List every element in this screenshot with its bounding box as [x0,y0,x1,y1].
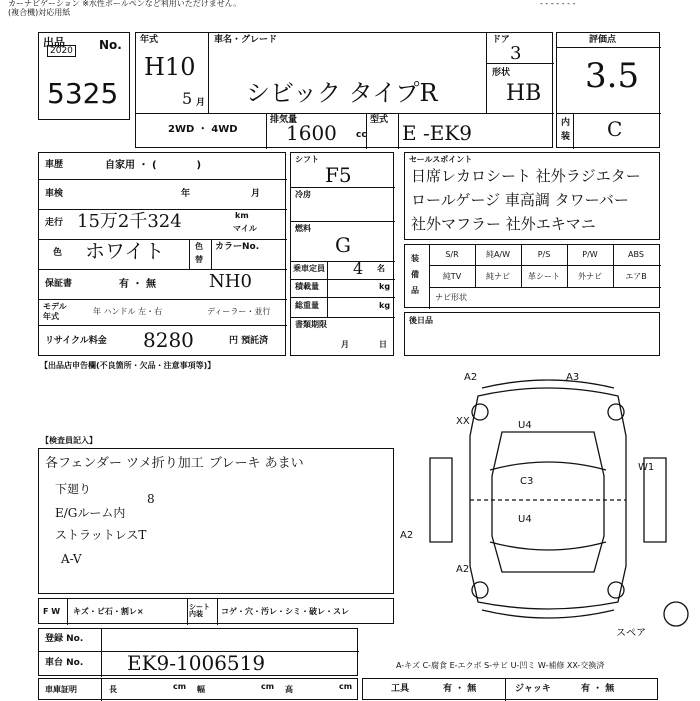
year-label: 年式 [140,35,159,45]
door-label: ドア [492,35,510,45]
damage-mark: A2 [456,564,470,575]
car-front-bumper [482,380,614,388]
equipment-item: P/S [537,250,551,259]
damage-mark: A3 [566,372,580,383]
damage-mark: A2 [464,372,478,383]
damage-mark: U4 [518,420,532,431]
reg-label: 登録 No. [45,634,84,644]
width-unit: cm [261,682,275,691]
tools-box [362,678,658,700]
mileage-unit-mile: マイル [233,224,257,233]
recycle-unit: 円 預託済 [229,336,269,346]
cc-unit: cc [356,130,367,140]
tools-label: 工具 [391,684,410,694]
warranty-label: 保証書 [45,279,73,289]
interior-label-1: 内 [561,118,571,128]
month-unit: 月 [196,98,206,108]
spec-box [290,152,394,356]
vehicle-box [135,32,553,148]
inspector-note-right: ブレーキ あまい [209,456,304,471]
interior-label-2: 装 [561,132,571,142]
equipment-item: 外ナビ [578,272,602,281]
shift-value: F5 [325,163,352,187]
car-name: シビック タイプR [246,79,438,107]
capacity-label: 乗車定員 [293,264,325,273]
color-no-label: カラーNo. [215,242,260,252]
tools-value: 有 ・ 無 [443,684,477,694]
sales-point-line: 日席レカロシート 社外ラジエター [411,167,641,185]
inspector-note: 下廻り [55,482,92,496]
equipment-label-1: 装 [411,254,419,263]
damage-mark: A2 [400,530,414,541]
inspection-label: 車検 [45,189,64,199]
recycle-label: リサイクル料金 [45,336,107,346]
load-unit: kg [379,282,391,291]
color-swap-1: 色 [195,242,203,251]
capacity-value: 4 [353,259,364,278]
equipment-box [404,244,660,308]
capacity-unit: 名 [377,264,385,273]
shape-value: HB [506,81,542,106]
car-roof [492,432,604,572]
inspection-year-unit: 年 [181,189,191,199]
lot-kind: 出品 [43,36,65,49]
post-install-label: 後日品 [409,316,433,325]
weight-label: 総重量 [295,301,319,310]
height-label: 高 [285,685,293,694]
car-windshield [490,462,606,470]
shape-label: 形状 [492,68,511,78]
chassis-value: EK9-1006519 [127,651,266,675]
weight-unit: kg [379,301,391,310]
inspection-month-unit: 月 [251,189,261,199]
damage-mark: U4 [518,514,532,525]
equipment-item: エアB [625,272,647,281]
lot-number: 5325 [47,77,119,110]
damage-mark: W1 [638,462,655,473]
header-note-sub: (複合機)対応用紙 [8,8,71,17]
recycle-value: 8280 [143,328,194,352]
month-value: 5 [182,89,193,108]
car-body-outline [470,388,626,609]
navi-label: ナビ形状 [435,293,467,302]
door-value: 3 [510,43,522,64]
post-install-box [404,312,660,356]
rating-box [556,32,660,148]
equipment-item: 純A/W [485,250,511,259]
color-swap-2: 替 [195,255,203,264]
inspector-box [38,436,394,594]
damage-mark: XX [456,416,470,427]
warranty-value: 有 ・ 無 [119,279,156,290]
history-box [38,152,286,356]
seat-items: コゲ・穴・汚レ・シミ・破レ・スレ [221,607,349,616]
jack-value: 有 ・ 無 [581,684,615,694]
interior-score: C [607,117,623,141]
name-label: 車名・グレード [214,35,278,45]
sales-points-box [404,152,660,240]
chassis-label: 車台 No. [45,658,84,668]
inspector-label: 【検査員記入】 [41,436,97,445]
equipment-item: 革シート [528,272,560,281]
rating-label: 評価点 [589,35,617,45]
height-unit: cm [339,682,353,691]
damage-mark: C3 [520,476,534,487]
rating-score: 3.5 [585,56,640,96]
interior-check-box [38,598,394,624]
equipment-item: ABS [628,250,644,259]
width-label: 幅 [197,685,205,694]
sales-points-label: セールスポイント [409,155,473,164]
fw-items: キズ・ビ石・割レ× [73,607,144,616]
disp-label: 排気量 [270,115,298,125]
equipment-item: S/R [445,250,459,259]
equipment-item: P/W [582,250,598,259]
jack-label: ジャッキ [515,684,551,694]
model-label: 型式 [370,115,389,125]
spare-tire-circle [664,602,688,626]
model-value: E -EK9 [402,121,472,145]
doc-label: 書類期限 [295,320,327,329]
lot-no-label: No. [99,38,122,52]
mileage-value: 15万2千324 [77,211,182,232]
car-rear-bumper [482,610,614,618]
exhibitor-report-label: 【出品店申告欄(不良箇所・欠品・注意事項等)】 [40,361,216,370]
ac-label: 冷房 [295,190,311,199]
inspector-mark: 8 [147,492,155,506]
shift-label: シフト [295,155,319,164]
color-value: ホワイト [85,239,165,263]
equipment-item: 純ナビ [486,272,510,281]
model-year-label-2: 年式 [43,312,59,321]
header-top-right: - - - - - - - [540,0,576,8]
year-value: H10 [144,53,196,81]
year-badge: 2020 [47,45,76,57]
fw-label: F W [43,607,61,616]
fuel-label: 燃料 [295,224,311,233]
equipment-label-3: 品 [411,286,419,295]
history-value: 自家用 ・ ( ) [105,160,202,171]
garage-box [38,678,358,700]
inspector-note: A-V [61,552,82,566]
spare-label: スペア [616,628,646,636]
load-label: 積載量 [295,282,319,291]
code-legend: A-キズ C-腐食 E-エクボ S-サビ U-凹ミ W-補修 XX-交換済 [396,661,605,670]
inspector-note: E/Gルーム内 [55,506,126,520]
handle-value: 年 ハンドル 左・右 [93,307,163,316]
sales-point-line: 社外マフラー 社外エキマニ [411,215,596,233]
color-label: 色 [53,248,63,258]
sales-point-line: ロールゲージ 車高調 タワーバー [411,191,629,209]
length-label: 長 [109,685,117,694]
history-label: 車歴 [45,160,64,170]
garage-label: 車庫証明 [45,685,77,694]
seat-label: シート 内装 [189,603,210,618]
inspector-note: ストラットレスT [55,528,147,542]
dealer-value: ディーラー・並行 [207,307,271,316]
displacement-value: 1600 [286,121,337,145]
damage-diagram [400,366,696,636]
doc-day-unit: 日 [379,340,387,349]
car-left-side [430,458,452,542]
model-year-label-1: モデル [43,302,67,311]
mileage-unit-km: km [235,211,249,220]
mileage-label: 走行 [45,218,64,228]
fuel-value: G [335,233,351,257]
drive-value: 2WD ・ 4WD [168,124,238,135]
car-rear-window [490,542,606,550]
color-no-value: NH0 [209,271,252,292]
lot-box [38,32,130,120]
doc-month-unit: 月 [341,340,349,349]
header-note: カーナビゲーション ※水性ボールペンなど利用いただけません。 [8,0,242,8]
registration-box [38,628,358,676]
inspector-note: 各フェンダー ツメ折り加工 [45,456,204,471]
equipment-label-2: 備 [411,270,419,279]
equipment-item: 純TV [442,272,462,281]
length-unit: cm [173,682,187,691]
